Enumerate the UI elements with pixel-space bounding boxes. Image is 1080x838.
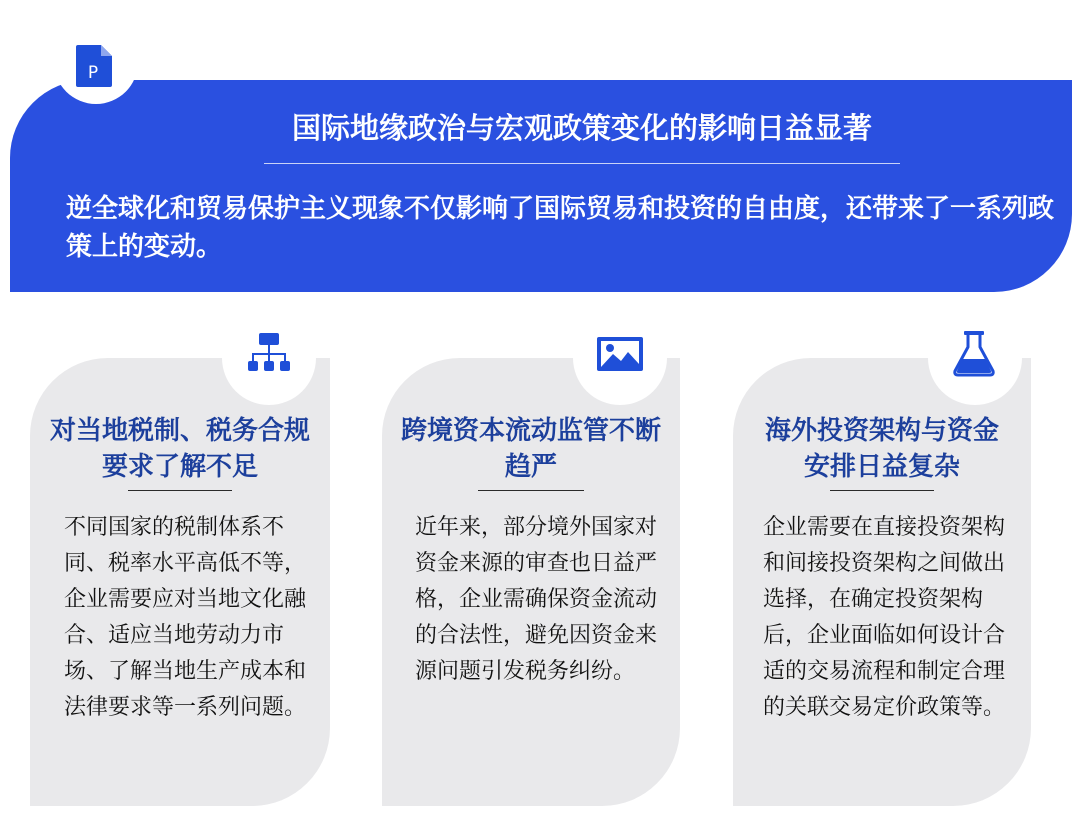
banner-title: 国际地缘政治与宏观政策变化的影响日益显著 [291,111,872,145]
card-title: 对当地税制、税务合规要求了解不足 [50,416,311,482]
card-title: 跨境资本流动监管不断趋严 [400,416,661,482]
card-body: 不同国家的税制体系不同、税率水平高低不等，企业需要应对当地文化融合、适应当地劳动力市场、了解当地生产成本和法律要求等一系列问题。 [64,515,307,720]
document-p-icon [75,44,113,88]
banner-description: 逆全球化和贸易保护主义现象不仅影响了国际贸易和投资的自由度，还带来了一系列政策上的变动。 [66,194,1055,262]
card-divider [830,490,934,491]
card-title: 海外投资架构与资金安排日益复杂 [764,416,999,482]
card-body: 近年来，部分境外国家对资金来源的审查也日益严格，企业需确保资金流动的合法性，避免因资金来源问题引发税务纠纷。 [415,515,658,684]
org-chart-icon [247,331,291,375]
card-divider [128,490,232,491]
card-divider [478,490,584,491]
svg-text:P: P [87,63,99,83]
card-body: 企业需要在直接投资架构和间接投资架构之间做出选择，在确定投资架构后，企业面临如何设计合适的交易流程和制定合理的关联交易定价政策等。 [763,515,1006,720]
flask-icon [952,329,996,377]
title-divider [264,163,900,164]
image-icon [597,337,643,371]
